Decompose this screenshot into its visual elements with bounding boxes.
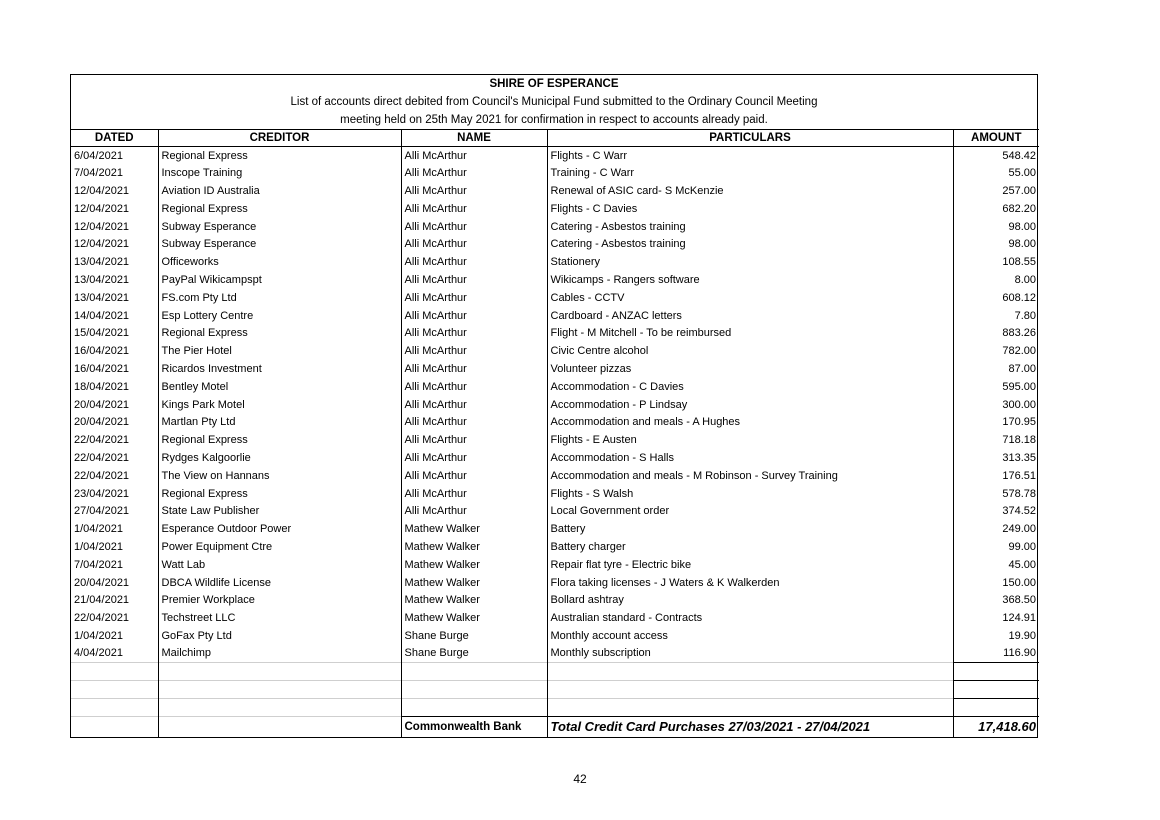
cell-name: Alli McArthur xyxy=(401,485,547,503)
cell-dated: 1/04/2021 xyxy=(71,520,158,538)
cell-dated: 22/04/2021 xyxy=(71,431,158,449)
cell-particulars: Accommodation and meals - A Hughes xyxy=(547,413,953,431)
cell-name: Mathew Walker xyxy=(401,591,547,609)
cell-dated: 23/04/2021 xyxy=(71,485,158,503)
sheet-title: SHIRE OF ESPERANCE xyxy=(489,78,619,90)
cell-creditor: PayPal Wikicampspt xyxy=(158,271,401,289)
cell-particulars: Australian standard - Contracts xyxy=(547,609,953,627)
cell-particulars: Local Government order xyxy=(547,502,953,520)
table-row xyxy=(71,324,1039,342)
table-row xyxy=(71,449,1039,467)
cell-creditor: Subway Esperance xyxy=(158,235,401,253)
cell-particulars: Bollard ashtray xyxy=(547,591,953,609)
cell-name: Shane Burge xyxy=(401,645,547,663)
cell-amount: 99.00 xyxy=(953,538,1039,556)
table-row xyxy=(71,218,1039,236)
blank-row xyxy=(71,663,1039,681)
cell-creditor: DBCA Wildlife License xyxy=(158,574,401,592)
cell-creditor: Officeworks xyxy=(158,253,401,271)
total-row xyxy=(71,716,1039,737)
blank-cell xyxy=(158,663,401,681)
sheet-header xyxy=(71,75,1037,129)
blank-cell xyxy=(158,698,401,716)
cell-creditor: The Pier Hotel xyxy=(158,342,401,360)
cell-particulars: Accommodation - C Davies xyxy=(547,378,953,396)
table-row xyxy=(71,147,1039,165)
cell-particulars: Catering - Asbestos training xyxy=(547,218,953,236)
sheet-subtitle-line1: List of accounts direct debited from Council's Municipal Fund submitted to the Ordinary Council Meeting xyxy=(290,96,818,108)
blank-row xyxy=(71,680,1039,698)
cell-name: Alli McArthur xyxy=(401,360,547,378)
cell-name: Alli McArthur xyxy=(401,253,547,271)
cell-dated: 7/04/2021 xyxy=(71,556,158,574)
total-cell-empty xyxy=(71,716,158,737)
cell-amount: 55.00 xyxy=(953,164,1039,182)
cell-creditor: Martlan Pty Ltd xyxy=(158,413,401,431)
cell-particulars: Flight - M Mitchell - To be reimbursed xyxy=(547,324,953,342)
cell-particulars: Civic Centre alcohol xyxy=(547,342,953,360)
table-row xyxy=(71,271,1039,289)
table-row xyxy=(71,164,1039,182)
sheet-subtitle-line2: meeting held on 25th May 2021 for confirmation in respect to accounts already paid. xyxy=(340,114,768,126)
table-row xyxy=(71,307,1039,325)
blank-cell xyxy=(953,698,1039,716)
cell-name: Mathew Walker xyxy=(401,538,547,556)
table-row xyxy=(71,574,1039,592)
cell-amount: 7.80 xyxy=(953,307,1039,325)
cell-particulars: Catering - Asbestos training xyxy=(547,235,953,253)
cell-particulars: Monthly account access xyxy=(547,627,953,645)
cell-creditor: Ricardos Investment xyxy=(158,360,401,378)
cell-dated: 4/04/2021 xyxy=(71,645,158,663)
blank-cell xyxy=(71,698,158,716)
cell-name: Alli McArthur xyxy=(401,467,547,485)
cell-amount: 595.00 xyxy=(953,378,1039,396)
table-row xyxy=(71,627,1039,645)
cell-creditor: Aviation ID Australia xyxy=(158,182,401,200)
cell-amount: 108.55 xyxy=(953,253,1039,271)
column-header-particulars: PARTICULARS xyxy=(547,130,953,147)
table-row xyxy=(71,253,1039,271)
cell-amount: 87.00 xyxy=(953,360,1039,378)
cell-amount: 176.51 xyxy=(953,467,1039,485)
cell-name: Alli McArthur xyxy=(401,324,547,342)
cell-particulars: Volunteer pizzas xyxy=(547,360,953,378)
table-row xyxy=(71,200,1039,218)
cell-dated: 13/04/2021 xyxy=(71,289,158,307)
cell-amount: 374.52 xyxy=(953,502,1039,520)
blank-cell xyxy=(401,698,547,716)
cell-amount: 682.20 xyxy=(953,200,1039,218)
cell-amount: 368.50 xyxy=(953,591,1039,609)
cell-dated: 21/04/2021 xyxy=(71,591,158,609)
cell-particulars: Accommodation and meals - M Robinson - Survey Training xyxy=(547,467,953,485)
blank-cell xyxy=(401,680,547,698)
cell-amount: 8.00 xyxy=(953,271,1039,289)
blank-cell xyxy=(71,663,158,681)
cell-amount: 116.90 xyxy=(953,645,1039,663)
total-cell-empty xyxy=(158,716,401,737)
cell-name: Mathew Walker xyxy=(401,609,547,627)
cell-creditor: Regional Express xyxy=(158,200,401,218)
table-row xyxy=(71,591,1039,609)
cell-name: Alli McArthur xyxy=(401,182,547,200)
cell-creditor: Premier Workplace xyxy=(158,591,401,609)
cell-creditor: Regional Express xyxy=(158,431,401,449)
page-number: 42 xyxy=(573,772,587,786)
total-bank: Commonwealth Bank xyxy=(401,716,547,737)
cell-particulars: Cables - CCTV xyxy=(547,289,953,307)
cell-dated: 1/04/2021 xyxy=(71,538,158,556)
cell-dated: 27/04/2021 xyxy=(71,502,158,520)
table-row xyxy=(71,538,1039,556)
cell-particulars: Flights - E Austen xyxy=(547,431,953,449)
table-row xyxy=(71,182,1039,200)
cell-dated: 12/04/2021 xyxy=(71,235,158,253)
blank-cell xyxy=(158,680,401,698)
cell-amount: 548.42 xyxy=(953,147,1039,165)
accounts-table xyxy=(71,129,1039,737)
cell-name: Alli McArthur xyxy=(401,235,547,253)
table-row xyxy=(71,396,1039,414)
cell-dated: 13/04/2021 xyxy=(71,271,158,289)
cell-amount: 782.00 xyxy=(953,342,1039,360)
cell-amount: 578.78 xyxy=(953,485,1039,503)
blank-cell xyxy=(953,680,1039,698)
cell-creditor: Esperance Outdoor Power xyxy=(158,520,401,538)
table-body xyxy=(71,147,1039,738)
cell-dated: 18/04/2021 xyxy=(71,378,158,396)
cell-creditor: Regional Express xyxy=(158,324,401,342)
cell-creditor: Techstreet LLC xyxy=(158,609,401,627)
cell-creditor: Inscope Training xyxy=(158,164,401,182)
cell-name: Alli McArthur xyxy=(401,218,547,236)
total-label: Total Credit Card Purchases 27/03/2021 - 27/04/2021 xyxy=(547,716,953,737)
table-row xyxy=(71,609,1039,627)
cell-particulars: Flora taking licenses - J Waters & K Walkerden xyxy=(547,574,953,592)
cell-name: Alli McArthur xyxy=(401,378,547,396)
blank-row xyxy=(71,698,1039,716)
cell-particulars: Renewal of ASIC card- S McKenzie xyxy=(547,182,953,200)
table-row xyxy=(71,289,1039,307)
column-header-name: NAME xyxy=(401,130,547,147)
cell-dated: 13/04/2021 xyxy=(71,253,158,271)
cell-creditor: Watt Lab xyxy=(158,556,401,574)
cell-name: Mathew Walker xyxy=(401,556,547,574)
total-amount: 17,418.60 xyxy=(953,716,1039,737)
table-row xyxy=(71,431,1039,449)
table-row xyxy=(71,645,1039,663)
cell-particulars: Training - C Warr xyxy=(547,164,953,182)
blank-cell xyxy=(71,680,158,698)
cell-name: Mathew Walker xyxy=(401,574,547,592)
cell-creditor: Subway Esperance xyxy=(158,218,401,236)
table-row xyxy=(71,342,1039,360)
cell-name: Alli McArthur xyxy=(401,200,547,218)
table-row xyxy=(71,485,1039,503)
cell-amount: 257.00 xyxy=(953,182,1039,200)
column-header-creditor: CREDITOR xyxy=(158,130,401,147)
cell-dated: 14/04/2021 xyxy=(71,307,158,325)
cell-dated: 12/04/2021 xyxy=(71,182,158,200)
blank-cell xyxy=(401,663,547,681)
cell-creditor: Rydges Kalgoorlie xyxy=(158,449,401,467)
cell-name: Alli McArthur xyxy=(401,413,547,431)
cell-amount: 170.95 xyxy=(953,413,1039,431)
cell-particulars: Battery charger xyxy=(547,538,953,556)
cell-particulars: Battery xyxy=(547,520,953,538)
cell-amount: 883.26 xyxy=(953,324,1039,342)
cell-dated: 16/04/2021 xyxy=(71,360,158,378)
cell-name: Alli McArthur xyxy=(401,307,547,325)
cell-name: Shane Burge xyxy=(401,627,547,645)
cell-particulars: Stationery xyxy=(547,253,953,271)
cell-creditor: The View on Hannans xyxy=(158,467,401,485)
cell-creditor: Esp Lottery Centre xyxy=(158,307,401,325)
cell-name: Mathew Walker xyxy=(401,520,547,538)
blank-cell xyxy=(547,698,953,716)
cell-creditor: Regional Express xyxy=(158,147,401,165)
cell-name: Alli McArthur xyxy=(401,147,547,165)
cell-dated: 22/04/2021 xyxy=(71,467,158,485)
cell-creditor: Power Equipment Ctre xyxy=(158,538,401,556)
cell-dated: 22/04/2021 xyxy=(71,609,158,627)
cell-dated: 6/04/2021 xyxy=(71,147,158,165)
cell-amount: 45.00 xyxy=(953,556,1039,574)
table-row xyxy=(71,413,1039,431)
table-row xyxy=(71,502,1039,520)
cell-particulars: Flights - C Davies xyxy=(547,200,953,218)
table-row xyxy=(71,378,1039,396)
cell-dated: 1/04/2021 xyxy=(71,627,158,645)
cell-particulars: Flights - C Warr xyxy=(547,147,953,165)
cell-creditor: Regional Express xyxy=(158,485,401,503)
cell-dated: 12/04/2021 xyxy=(71,218,158,236)
cell-particulars: Repair flat tyre - Electric bike xyxy=(547,556,953,574)
cell-amount: 150.00 xyxy=(953,574,1039,592)
cell-dated: 20/04/2021 xyxy=(71,574,158,592)
cell-particulars: Cardboard - ANZAC letters xyxy=(547,307,953,325)
cell-creditor: Kings Park Motel xyxy=(158,396,401,414)
cell-amount: 249.00 xyxy=(953,520,1039,538)
cell-amount: 19.90 xyxy=(953,627,1039,645)
cell-amount: 718.18 xyxy=(953,431,1039,449)
cell-amount: 124.91 xyxy=(953,609,1039,627)
column-header-amount: AMOUNT xyxy=(953,130,1039,147)
cell-dated: 15/04/2021 xyxy=(71,324,158,342)
cell-name: Alli McArthur xyxy=(401,449,547,467)
cell-dated: 7/04/2021 xyxy=(71,164,158,182)
cell-amount: 98.00 xyxy=(953,235,1039,253)
cell-creditor: FS.com Pty Ltd xyxy=(158,289,401,307)
cell-particulars: Wikicamps - Rangers software xyxy=(547,271,953,289)
blank-cell xyxy=(547,680,953,698)
cell-name: Alli McArthur xyxy=(401,431,547,449)
blank-cell xyxy=(953,663,1039,681)
table-row xyxy=(71,235,1039,253)
blank-cell xyxy=(547,663,953,681)
cell-name: Alli McArthur xyxy=(401,271,547,289)
cell-particulars: Flights - S Walsh xyxy=(547,485,953,503)
cell-amount: 98.00 xyxy=(953,218,1039,236)
cell-particulars: Monthly subscription xyxy=(547,645,953,663)
cell-name: Alli McArthur xyxy=(401,289,547,307)
cell-creditor: GoFax Pty Ltd xyxy=(158,627,401,645)
cell-name: Alli McArthur xyxy=(401,164,547,182)
cell-dated: 22/04/2021 xyxy=(71,449,158,467)
accounts-sheet xyxy=(70,74,1038,738)
cell-name: Alli McArthur xyxy=(401,342,547,360)
cell-particulars: Accommodation - S Halls xyxy=(547,449,953,467)
table-row xyxy=(71,467,1039,485)
cell-dated: 20/04/2021 xyxy=(71,413,158,431)
cell-creditor: Mailchimp xyxy=(158,645,401,663)
cell-creditor: State Law Publisher xyxy=(158,502,401,520)
column-header-dated: DATED xyxy=(71,130,158,147)
cell-amount: 608.12 xyxy=(953,289,1039,307)
cell-amount: 313.35 xyxy=(953,449,1039,467)
cell-dated: 20/04/2021 xyxy=(71,396,158,414)
table-row xyxy=(71,520,1039,538)
table-row xyxy=(71,556,1039,574)
cell-dated: 16/04/2021 xyxy=(71,342,158,360)
cell-name: Alli McArthur xyxy=(401,396,547,414)
cell-amount: 300.00 xyxy=(953,396,1039,414)
table-row xyxy=(71,360,1039,378)
cell-dated: 12/04/2021 xyxy=(71,200,158,218)
cell-name: Alli McArthur xyxy=(401,502,547,520)
cell-particulars: Accommodation - P Lindsay xyxy=(547,396,953,414)
cell-creditor: Bentley Motel xyxy=(158,378,401,396)
table-header-row xyxy=(71,130,1039,147)
